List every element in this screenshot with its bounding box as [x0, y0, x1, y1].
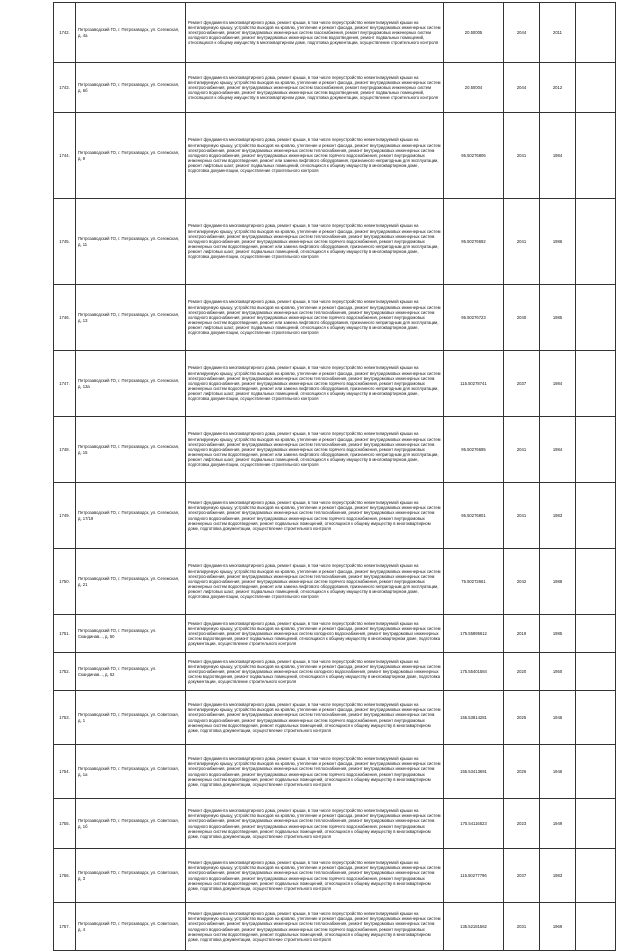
row-address: Петрозаводский ГО, г. Петрозаводск, ул. Советская, д. 1 [76, 691, 186, 745]
row-number: 1756. [54, 849, 76, 903]
row-value: 95.50276692 [444, 199, 504, 285]
row-work-description: Ремонт фундамента многоквартирного дома, ремонт крыши, в том числе переустройство невентилируемой крыши на вентилируемую крышу, устройство выходов на кровлю, утепление и ремонт фасада, ремонт внутридомовых инженерных систем электроснабжения, ремонт внутридомовых инженерных систем теплоснабжения, ремонт внутридомовых инженерных систем холодного водоснабжения, ремонт внутридомовых инженерных систем горячего водоснабжения, ремонт внутридомовых инженерных систем водоотведения, ремонт подвальных помещений, относящихся к общему имуществу в многоквартирном доме, подготовка документации, осуществление строительного контроля [186, 903, 444, 951]
row-value: 175.55895612 [444, 615, 504, 653]
row-build-year: 1988 [540, 549, 576, 615]
row-build-year: 1983 [540, 849, 576, 903]
row-address: Петрозаводский ГО, г. Петрозаводск, ул. Сегежская, д. 4а [76, 3, 186, 63]
row-work-description: Ремонт фундамента многоквартирного дома, ремонт крыши, в том числе переустройство невентилируемой крыши на вентилируемую крышу, устройство выходов на кровлю, утепление и ремонт фасада, ремонт внутридомовых инженерных систем электроснабжения, ремонт внутридомовых инженерных систем газоснабжения, ремонт внутридомовых инженерных систем холодного водоснабжения, ремонт внутридомовых инженерных систем водоотведения, ремонт подвальных помещений, относящихся к общему имуществу в многоквартирном доме, подготовка документации, осуществление строительного контроля [186, 63, 444, 113]
row-address: Петрозаводский ГО, г. Петрозаводск, ул. Сегежская, д. 17/19 [76, 483, 186, 549]
row-build-year: 1985 [540, 615, 576, 653]
row-number: 1743. [54, 63, 76, 113]
row-value: 95.50276801 [444, 483, 504, 549]
row-planned-year: 2026 [504, 745, 540, 799]
row-build-year: 1950 [540, 653, 576, 691]
row-work-description: Ремонт фундамента многоквартирного дома, ремонт крыши, в том числе переустройство невентилируемой крыши на вентилируемую крышу, устройство выходов на кровлю, утепление и ремонт фасада, ремонт внутридомовых инженерных систем электроснабжения, ремонт внутридомовых инженерных систем теплоснабжения, ремонт внутридомовых инженерных систем холодного водоснабжения, ремонт внутридомовых инженерных систем горячего водоснабжения, ремонт внутридомовых инженерных систем водоотведения, ремонт или замена лифтового оборудования, признанного непригодным для эксплуатации, ремонт лифтовых шахт, ремонт подвальных помещений, относящихся к общему имуществу в многоквартирном доме, подготовка документации, осуществление строительного контроля [186, 285, 444, 351]
table-body [54, 3, 616, 951]
row-number: 1754. [54, 745, 76, 799]
row-planned-year: 2044 [504, 3, 540, 63]
table-row [54, 417, 616, 483]
row-address: Петрозаводский ГО, г. Петрозаводск, ул. Советская, д. 1б [76, 799, 186, 849]
row-number: 1755. [54, 799, 76, 849]
row-planned-year: 2037 [504, 849, 540, 903]
table-row [54, 745, 616, 799]
table-row [54, 483, 616, 549]
row-planned-year: 2023 [504, 799, 540, 849]
table-row [54, 351, 616, 417]
row-empty-cell [576, 849, 616, 903]
row-empty-cell [576, 615, 616, 653]
table-row [54, 285, 616, 351]
row-value: 95.50276695 [444, 417, 504, 483]
row-build-year: 2012 [540, 63, 576, 113]
row-address: Петрозаводский ГО, г. Петрозаводск, ул. Скандинав..., д. 50 [76, 615, 186, 653]
row-build-year: 1985 [540, 285, 576, 351]
capital-repair-table [53, 2, 616, 951]
row-empty-cell [576, 903, 616, 951]
row-address: Петрозаводский ГО, г. Петрозаводск, ул. Советская, д. 4 [76, 903, 186, 951]
table-row [54, 615, 616, 653]
row-empty-cell [576, 549, 616, 615]
row-value: 95.50276806 [444, 113, 504, 199]
row-number: 1749. [54, 483, 76, 549]
row-work-description: Ремонт фундамента многоквартирного дома, ремонт крыши, в том числе переустройство невентилируемой крыши на вентилируемую крышу, устройство выходов на кровлю, утепление и ремонт фасада, ремонт внутридомовых инженерных систем электроснабжения, ремонт внутридомовых инженерных систем теплоснабжения, ремонт внутридомовых инженерных систем холодного водоснабжения, ремонт внутридомовых инженерных систем горячего водоснабжения, ремонт внутридомовых инженерных систем водоотведения, ремонт или замена лифтового оборудования, признанного непригодным для эксплуатации, ремонт лифтовых шахт, ремонт подвальных помещений, относящихся к общему имуществу в многоквартирном доме, подготовка документации, осуществление строительного контроля [186, 549, 444, 615]
table-row [54, 63, 616, 113]
row-empty-cell [576, 285, 616, 351]
row-build-year: 1949 [540, 799, 576, 849]
row-build-year: 1983 [540, 483, 576, 549]
table-row [54, 903, 616, 951]
row-empty-cell [576, 653, 616, 691]
row-value: 95.50276723 [444, 285, 504, 351]
row-value: 175.55401584 [444, 653, 504, 691]
row-value: 20.50005 [444, 3, 504, 63]
row-build-year: 2011 [540, 3, 576, 63]
row-number: 1746. [54, 285, 76, 351]
row-planned-year: 2041 [504, 417, 540, 483]
table-row [54, 3, 616, 63]
row-work-description: Ремонт фундамента многоквартирного дома, ремонт крыши, в том числе переустройство невентилируемой крыши на вентилируемую крышу, устройство выходов на кровлю, утепление и ремонт фасада, ремонт внутридомовых инженерных систем электроснабжения, ремонт внутридомовых инженерных систем холодного водоснабжения, ремонт внутридомовых инженерных систем водоотведения, ремонт подвальных помещений, относящихся к общему имуществу в многоквартирном доме, подготовка документации, осуществление строительного контроля [186, 615, 444, 653]
row-planned-year: 2031 [504, 903, 540, 951]
row-build-year: 1984 [540, 113, 576, 199]
row-number: 1747. [54, 351, 76, 417]
row-value: 115.50277796 [444, 849, 504, 903]
table-row [54, 849, 616, 903]
row-address: Петрозаводский ГО, г. Петрозаводск, ул. Сегежская, д. 11 [76, 199, 186, 285]
row-value: 135.52181562 [444, 903, 504, 951]
row-work-description: Ремонт фундамента многоквартирного дома, ремонт крыши, в том числе переустройство невентилируемой крыши на вентилируемую крышу, устройство выходов на кровлю, утепление и ремонт фасада, ремонт внутридомовых инженерных систем электроснабжения, ремонт внутридомовых инженерных систем холодного водоснабжения, ремонт внутридомовых инженерных систем водоотведения, ремонт подвальных помещений, относящихся к общему имуществу в многоквартирном доме, подготовка документации, осуществление строительного контроля [186, 653, 444, 691]
row-empty-cell [576, 3, 616, 63]
row-value: 155.53413691 [444, 745, 504, 799]
row-build-year: 1986 [540, 199, 576, 285]
row-address: Петрозаводский ГО, г. Петрозаводск, ул. Советская, д. 1а [76, 745, 186, 799]
row-build-year: 1984 [540, 351, 576, 417]
row-value: 155.53814281 [444, 691, 504, 745]
row-number: 1750. [54, 549, 76, 615]
row-number: 1748. [54, 417, 76, 483]
table-row [54, 199, 616, 285]
row-work-description: Ремонт фундамента многоквартирного дома, ремонт крыши, в том числе переустройство невентилируемой крыши на вентилируемую крышу, устройство выходов на кровлю, утепление и ремонт фасада, ремонт внутридомовых инженерных систем электроснабжения, ремонт внутридомовых инженерных систем теплоснабжения, ремонт внутридомовых инженерных систем холодного водоснабжения, ремонт внутридомовых инженерных систем горячего водоснабжения, ремонт внутридомовых инженерных систем водоотведения, ремонт подвальных помещений, относящихся к общему имуществу в многоквартирном доме, подготовка документации, осуществление строительного контроля [186, 745, 444, 799]
row-number: 1745. [54, 199, 76, 285]
table-row [54, 653, 616, 691]
row-planned-year: 2044 [504, 63, 540, 113]
row-planned-year: 2042 [504, 549, 540, 615]
row-empty-cell [576, 691, 616, 745]
row-work-description: Ремонт фундамента многоквартирного дома, ремонт крыши, в том числе переустройство невентилируемой крыши на вентилируемую крышу, устройство выходов на кровлю, утепление и ремонт фасада, ремонт внутридомовых инженерных систем электроснабжения, ремонт внутридомовых инженерных систем теплоснабжения, ремонт внутридомовых инженерных систем холодного водоснабжения, ремонт внутридомовых инженерных систем горячего водоснабжения, ремонт внутридомовых инженерных систем водоотведения, ремонт или замена лифтового оборудования, признанного непригодным для эксплуатации, ремонт лифтовых шахт, ремонт подвальных помещений, относящихся к общему имуществу в многоквартирном доме, подготовка документации, осуществление строительного контроля [186, 417, 444, 483]
row-work-description: Ремонт фундамента многоквартирного дома, ремонт крыши, в том числе переустройство невентилируемой крыши на вентилируемую крышу, устройство выходов на кровлю, утепление и ремонт фасада, ремонт внутридомовых инженерных систем электроснабжения, ремонт внутридомовых инженерных систем теплоснабжения, ремонт внутридомовых инженерных систем холодного водоснабжения, ремонт внутридомовых инженерных систем горячего водоснабжения, ремонт внутридомовых инженерных систем водоотведения, ремонт или замена лифтового оборудования, признанного непригодным для эксплуатации, ремонт лифтовых шахт, ремонт подвальных помещений, относящихся к общему имуществу в многоквартирном доме, подготовка документации, осуществление строительного контроля [186, 351, 444, 417]
row-planned-year: 2041 [504, 199, 540, 285]
row-work-description: Ремонт фундамента многоквартирного дома, ремонт крыши, в том числе переустройство невентилируемой крыши на вентилируемую крышу, устройство выходов на кровлю, утепление и ремонт фасада, ремонт внутридомовых инженерных систем электроснабжения, ремонт внутридомовых инженерных систем теплоснабжения, ремонт внутридомовых инженерных систем холодного водоснабжения, ремонт внутридомовых инженерных систем горячего водоснабжения, ремонт внутридомовых инженерных систем водоотведения, ремонт подвальных помещений, относящихся к общему имуществу в многоквартирном доме, подготовка документации, осуществление строительного контроля [186, 483, 444, 549]
row-empty-cell [576, 799, 616, 849]
row-address: Петрозаводский ГО, г. Петрозаводск, ул. Сегежская, д. 13а [76, 351, 186, 417]
table-row [54, 691, 616, 745]
row-number: 1757. [54, 903, 76, 951]
row-address: Петрозаводский ГО, г. Петрозаводск, ул. Сегежская, д. 21 [76, 549, 186, 615]
row-planned-year: 2037 [504, 351, 540, 417]
table-row [54, 113, 616, 199]
row-address: Петрозаводский ГО, г. Петрозаводск, ул. Сегежская, д. 15 [76, 417, 186, 483]
row-build-year: 1984 [540, 417, 576, 483]
row-empty-cell [576, 113, 616, 199]
row-number: 1744. [54, 113, 76, 199]
row-work-description: Ремонт фундамента многоквартирного дома, ремонт крыши, в том числе переустройство невентилируемой крыши на вентилируемую крышу, устройство выходов на кровлю, утепление и ремонт фасада, ремонт внутридомовых инженерных систем электроснабжения, ремонт внутридомовых инженерных систем теплоснабжения, ремонт внутридомовых инженерных систем холодного водоснабжения, ремонт внутридомовых инженерных систем горячего водоснабжения, ремонт внутридомовых инженерных систем водоотведения, ремонт или замена лифтового оборудования, признанного непригодным для эксплуатации, ремонт лифтовых шахт, ремонт подвальных помещений, относящихся к общему имуществу в многоквартирном доме, подготовка документации, осуществление строительного контроля [186, 199, 444, 285]
table-row [54, 799, 616, 849]
row-planned-year: 2041 [504, 483, 540, 549]
row-planned-year: 2019 [504, 615, 540, 653]
row-number: 1751. [54, 615, 76, 653]
row-planned-year: 2020 [504, 653, 540, 691]
row-value: 20.50004 [444, 63, 504, 113]
row-empty-cell [576, 351, 616, 417]
row-build-year: 1946 [540, 691, 576, 745]
row-address: Петрозаводский ГО, г. Петрозаводск, ул. Скандинав..., д. 52 [76, 653, 186, 691]
row-address: Петрозаводский ГО, г. Петрозаводск, ул. Сегежская, д. 6б [76, 63, 186, 113]
row-address: Петрозаводский ГО, г. Петрозаводск, ул. Сегежская, д. 13 [76, 285, 186, 351]
row-work-description: Ремонт фундамента многоквартирного дома, ремонт крыши, в том числе переустройство невентилируемой крыши на вентилируемую крышу, устройство выходов на кровлю, утепление и ремонт фасада, ремонт внутридомовых инженерных систем электроснабжения, ремонт внутридомовых инженерных систем теплоснабжения, ремонт внутридомовых инженерных систем холодного водоснабжения, ремонт внутридомовых инженерных систем горячего водоснабжения, ремонт внутридомовых инженерных систем водоотведения, ремонт или замена лифтового оборудования, признанного непригодным для эксплуатации, ремонт лифтовых шахт, ремонт подвальных помещений, относящихся к общему имуществу в многоквартирном доме, подготовка документации, осуществление строительного контроля [186, 113, 444, 199]
row-work-description: Ремонт фундамента многоквартирного дома, ремонт крыши, в том числе переустройство невентилируемой крыши на вентилируемую крышу, устройство выходов на кровлю, утепление и ремонт фасада, ремонт внутридомовых инженерных систем электроснабжения, ремонт внутридомовых инженерных систем теплоснабжения, ремонт внутридомовых инженерных систем холодного водоснабжения, ремонт внутридомовых инженерных систем горячего водоснабжения, ремонт внутридомовых инженерных систем водоотведения, ремонт подвальных помещений, относящихся к общему имуществу в многоквартирном доме, подготовка документации, осуществление строительного контроля [186, 799, 444, 849]
row-work-description: Ремонт фундамента многоквартирного дома, ремонт крыши, в том числе переустройство невентилируемой крыши на вентилируемую крышу, устройство выходов на кровлю, утепление и ремонт фасада, ремонт внутридомовых инженерных систем электроснабжения, ремонт внутридомовых инженерных систем теплоснабжения, ремонт внутридомовых инженерных систем холодного водоснабжения, ремонт внутридомовых инженерных систем горячего водоснабжения, ремонт внутридомовых инженерных систем водоотведения, ремонт подвальных помещений, относящихся к общему имуществу в многоквартирном доме, подготовка документации, осуществление строительного контроля [186, 849, 444, 903]
row-number: 1753. [54, 691, 76, 745]
table-row [54, 549, 616, 615]
row-work-description: Ремонт фундамента многоквартирного дома, ремонт крыши, в том числе переустройство невентилируемой крыши на вентилируемую крышу, устройство выходов на кровлю, утепление и ремонт фасада, ремонт внутридомовых инженерных систем электроснабжения, ремонт внутридомовых инженерных систем газоснабжения, ремонт внутридомовых инженерных систем холодного водоснабжения, ремонт внутридомовых инженерных систем водоотведения, ремонт подвальных помещений, относящихся к общему имуществу в многоквартирном доме, подготовка документации, осуществление строительного контроля [186, 3, 444, 63]
row-value: 115.50278741 [444, 351, 504, 417]
row-number: 1742. [54, 3, 76, 63]
row-value: 75.50272661 [444, 549, 504, 615]
row-empty-cell [576, 745, 616, 799]
row-value: 175.54116523 [444, 799, 504, 849]
row-number: 1752. [54, 653, 76, 691]
row-build-year: 1969 [540, 903, 576, 951]
row-empty-cell [576, 63, 616, 113]
row-empty-cell [576, 417, 616, 483]
row-address: Петрозаводский ГО, г. Петрозаводск, ул. Советская, д. 3 [76, 849, 186, 903]
row-empty-cell [576, 199, 616, 285]
row-planned-year: 2041 [504, 113, 540, 199]
row-empty-cell [576, 483, 616, 549]
row-address: Петрозаводский ГО, г. Петрозаводск, ул. Сегежская, д. 9 [76, 113, 186, 199]
row-planned-year: 2025 [504, 691, 540, 745]
row-work-description: Ремонт фундамента многоквартирного дома, ремонт крыши, в том числе переустройство невентилируемой крыши на вентилируемую крышу, устройство выходов на кровлю, утепление и ремонт фасада, ремонт внутридомовых инженерных систем электроснабжения, ремонт внутридомовых инженерных систем теплоснабжения, ремонт внутридомовых инженерных систем холодного водоснабжения, ремонт внутридомовых инженерных систем горячего водоснабжения, ремонт внутридомовых инженерных систем водоотведения, ремонт подвальных помещений, относящихся к общему имуществу в многоквартирном доме, подготовка документации, осуществление строительного контроля [186, 691, 444, 745]
row-planned-year: 2040 [504, 285, 540, 351]
row-build-year: 1946 [540, 745, 576, 799]
